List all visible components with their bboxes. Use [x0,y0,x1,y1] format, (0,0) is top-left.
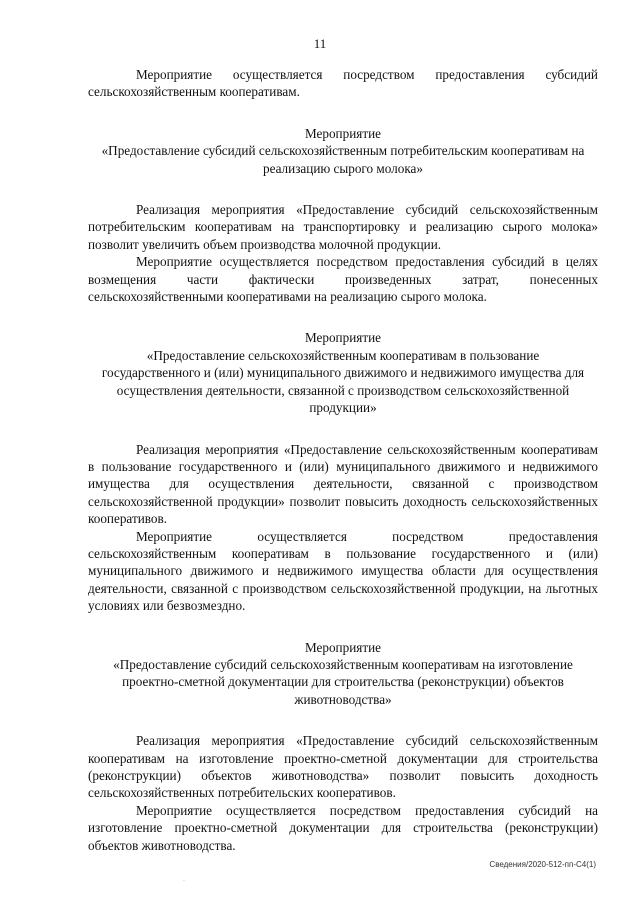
paragraph: Мероприятие осуществляется посредством предоставления субсидий в целях возмещения части фактически произведенных затрат, понесенных сельскохозяйственными кооперативами на реализацию сырого молока. [88,254,598,305]
document-code: Сведения/2020-512-пп-С4(1) [489,860,596,869]
paragraph: Мероприятие осуществляется посредством предоставления субсидий сельскохозяйственным кооперативам. [88,67,598,100]
paragraph: Реализация мероприятия «Предоставление сельскохозяйственным кооперативам в пользование государственного и (или) муниципального движимого и недвижимого имущества для осуществления деятельности, связанной с производством сельскохозяйственной продукции» позволит повысить доходность сельскохозяйственных кооперативов. [88,441,598,527]
section-heading-title: «Предоставление субсидий сельскохозяйственным потребительским кооперативам на реализацию сырого молока» [101,143,585,176]
paragraph: Реализация мероприятия «Предоставление субсидий сельскохозяйственным кооперативам на изготовление проектно-сметной документации для строительства (реконструкции) объектов животноводства» позволит повысить доходность сельскохозяйственных потребительских кооперативов. [88,733,598,801]
page-number: 11 [313,36,327,51]
section-heading-label: Мероприятие [304,125,382,141]
section-heading-label: Мероприятие [304,639,382,655]
section-heading [88,329,598,416]
section-heading [88,639,598,709]
paragraph: Мероприятие осуществляется посредством предоставления субсидий на изготовление проектно-сметной документации для строительства (реконструкции) объектов животноводства. [88,802,598,853]
paragraph: Реализация мероприятия «Предоставление субсидий сельскохозяйственным потребительским кооперативам на транспортировку и реализацию сырого молока» позволит увеличить объем производства молочной продукции. [88,202,598,252]
section-heading-title: «Предоставление субсидий сельскохозяйственным кооперативам на изготовление проектно-сметной документации для строительства (реконструкции) объектов животноводства» [113,656,573,707]
document-body [88,66,598,854]
footer-mark: . [183,876,185,883]
section-heading-label: Мероприятие [304,330,382,346]
section-heading [88,125,598,177]
paragraph: Мероприятие осуществляется посредством предоставления сельскохозяйственным кооперативам в пользование государственного и (или) муниципального движимого и недвижимого имущества области для осуществления деятельности, связанной с производством сельскохозяйственной продукции, на льготных условиях или безвозмездно. [88,528,598,614]
section-heading-title: «Предоставление сельскохозяйственным кооперативам в пользование государственного и (или) муниципального движимого и недвижимого имущества для осуществления деятельности, связанной с производством сельскохозяйственной продукции» [101,347,585,416]
